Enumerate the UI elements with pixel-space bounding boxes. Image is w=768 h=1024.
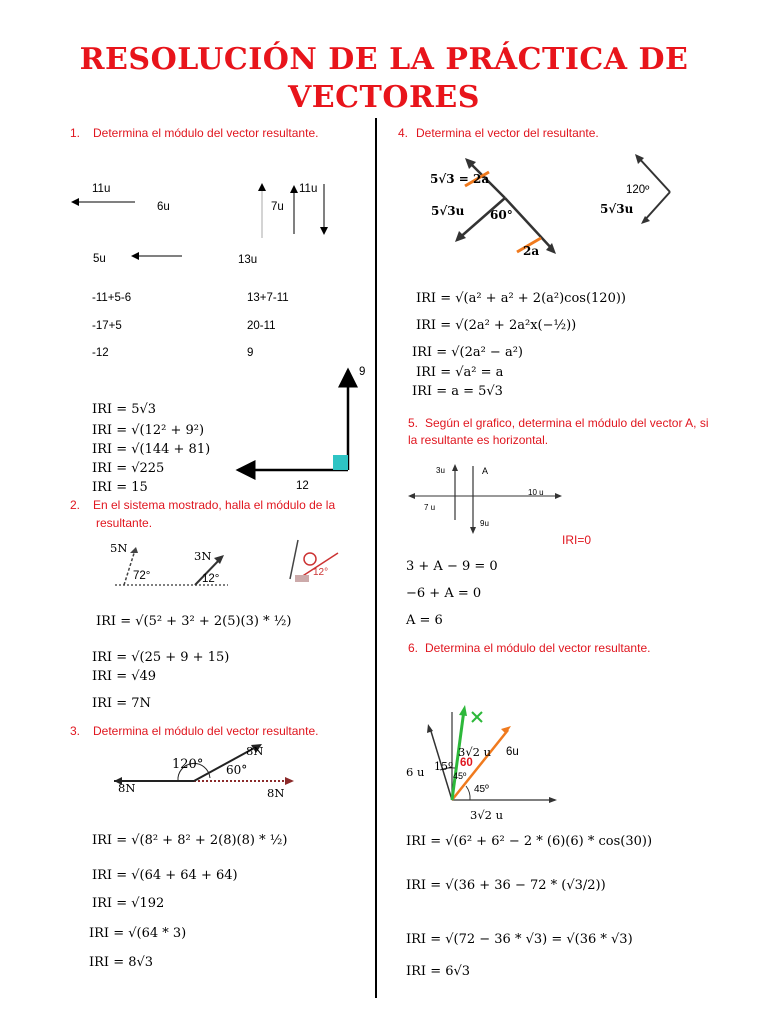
p4-result-4: IRI = √a² = a — [416, 365, 504, 380]
calc-left-3: -12 — [92, 347, 109, 359]
label-15deg: 15º — [434, 760, 454, 773]
problem-6-vector-diagram — [400, 700, 560, 820]
label-vector-A: A — [482, 466, 489, 476]
label-5sqrt3-2a: 5√3 = 2a — [430, 172, 490, 186]
problem-3-number: 3. — [70, 724, 81, 738]
problem-2-question-l1: En el sistema mostrado, halla el módulo de la — [93, 498, 336, 512]
p5-result-1: 3 + A − 9 = 0 — [406, 559, 498, 574]
label-3sqrt2u-top: 3√2 u — [458, 745, 492, 759]
p4-result-2: IRI = √(2a² + 2a²x(−½)) — [416, 318, 577, 333]
label-11u-b: 11u — [299, 183, 318, 195]
label-7u-p5: 7 u — [424, 503, 436, 512]
right-angle-marker — [333, 455, 348, 470]
page-title-line-2: VECTORES — [288, 80, 480, 115]
calc-right-1: 13+7-11 — [247, 292, 289, 304]
p6-result-2: IRI = √(36 + 36 − 72 * (√3/2)) — [406, 878, 606, 893]
label-3u: 3u — [436, 466, 445, 475]
p5-iri-zero: IRI=0 — [562, 533, 592, 547]
calc-left-1: -11+5-6 — [92, 292, 132, 304]
problem-4-vector-diagram — [425, 150, 695, 265]
label-5sqrt3u: 5√3u — [431, 204, 465, 218]
problem-4-question: Determina el vector del resultante. — [416, 126, 599, 140]
p4-result-3: IRI = √(2a² − a²) — [412, 345, 523, 360]
p6-result-1: IRI = √(6² + 6² − 2 * (6)(6) * cos(30)) — [406, 834, 653, 849]
label-9: 9 — [359, 366, 366, 378]
label-11u: 11u — [92, 183, 111, 195]
p5-result-3: A = 6 — [406, 613, 443, 628]
p3-result-5: IRI = 8√3 — [89, 955, 154, 970]
label-13u: 13u — [238, 254, 258, 266]
label-45deg-b: 45º — [474, 784, 489, 795]
label-5u: 5u — [93, 253, 106, 265]
page-title-line-1: RESOLUCIÓN DE LA PRÁCTICA DE — [79, 42, 689, 77]
p3-result-3: IRI = √192 — [92, 896, 165, 911]
label-6u-left: 6 u — [406, 765, 425, 779]
label-120deg-p4: 120º — [626, 184, 650, 196]
label-8n-right: 8N — [267, 786, 285, 800]
p3-result-1: IRI = √(8² + 8² + 2(8)(8) * ½) — [92, 833, 288, 848]
problem-6-question: Determina el módulo del vector resultante. — [425, 641, 651, 655]
p1-result-5: IRI = 15 — [92, 480, 148, 495]
p2-result-2: IRI = √(25 + 9 + 15) — [92, 650, 230, 665]
label-5n: 5N — [110, 541, 128, 555]
p3-result-4: IRI = √(64 * 3) — [89, 926, 187, 941]
problem-5-question-l2: la resultante es horizontal. — [408, 433, 549, 447]
problem-2-number: 2. — [70, 498, 81, 512]
label-8n-top: 8N — [246, 744, 264, 758]
p6-result-3: IRI = √(72 − 36 * √3) = √(36 * √3) — [406, 932, 633, 947]
problem-6-number: 6. — [408, 641, 419, 655]
p2-result-1: IRI = √(5² + 3² + 2(5)(3) * ½) — [96, 614, 292, 629]
label-60-p6: 60 — [460, 757, 473, 769]
label-60deg: 60° — [226, 763, 248, 777]
p1-result-3: IRI = √(144 + 81) — [92, 442, 211, 457]
calc-right-2: 20-11 — [247, 320, 276, 332]
calc-left-2: -17+5 — [92, 320, 122, 332]
p5-result-2: −6 + A = 0 — [406, 586, 482, 601]
label-12: 12 — [296, 480, 309, 492]
problem-5-question-l1: Según el grafico, determina el módulo del vector A, si — [425, 416, 709, 430]
p2-result-3: IRI = √49 — [92, 669, 157, 684]
p1-result-4: IRI = √225 — [92, 461, 165, 476]
problem-3-question: Determina el módulo del vector resultante. — [93, 724, 319, 738]
label-6u-p6: 6u — [506, 746, 519, 758]
p1-result-1: IRI = 5√3 — [92, 402, 157, 417]
p4-result-1: IRI = √(a² + a² + 2(a²)cos(120)) — [416, 291, 626, 306]
label-9u: 9u — [480, 519, 489, 528]
problem-1-number: 1. — [70, 126, 81, 140]
label-8n-left: 8N — [118, 781, 136, 795]
label-5sqrt3u-b: 5√3u — [600, 202, 634, 216]
label-6u: 6u — [157, 201, 170, 213]
p2-result-4: IRI = 7N — [92, 696, 151, 711]
label-10u: 10 u — [528, 488, 544, 497]
problem-4-number: 4. — [398, 126, 409, 140]
p6-result-4: IRI = 6√3 — [406, 964, 471, 979]
problem-2-question-l2: resultante. — [96, 516, 153, 530]
label-3n: 3N — [194, 549, 212, 563]
label-60deg-p4: 60° — [490, 208, 513, 222]
calc-right-3: 9 — [247, 347, 254, 359]
label-12deg-small: 12° — [313, 567, 329, 578]
label-45deg-a: 45º — [453, 771, 467, 781]
problem-5-number: 5. — [408, 416, 419, 430]
problem-1-question: Determina el módulo del vector resultante. — [93, 126, 319, 140]
label-2a: 2a — [523, 244, 540, 258]
p3-result-2: IRI = √(64 + 64 + 64) — [92, 868, 238, 883]
problem-2-force-diagram — [100, 535, 360, 595]
label-3sqrt2u-bottom: 3√2 u — [470, 808, 504, 822]
label-120deg: 120° — [172, 757, 204, 772]
p4-result-5: IRI = a = 5√3 — [412, 384, 503, 399]
label-7u: 7u — [271, 201, 284, 213]
label-72deg: 72° — [133, 570, 151, 582]
p1-result-2: IRI = √(12² + 9²) — [92, 423, 205, 438]
label-12deg: 12° — [202, 573, 220, 585]
